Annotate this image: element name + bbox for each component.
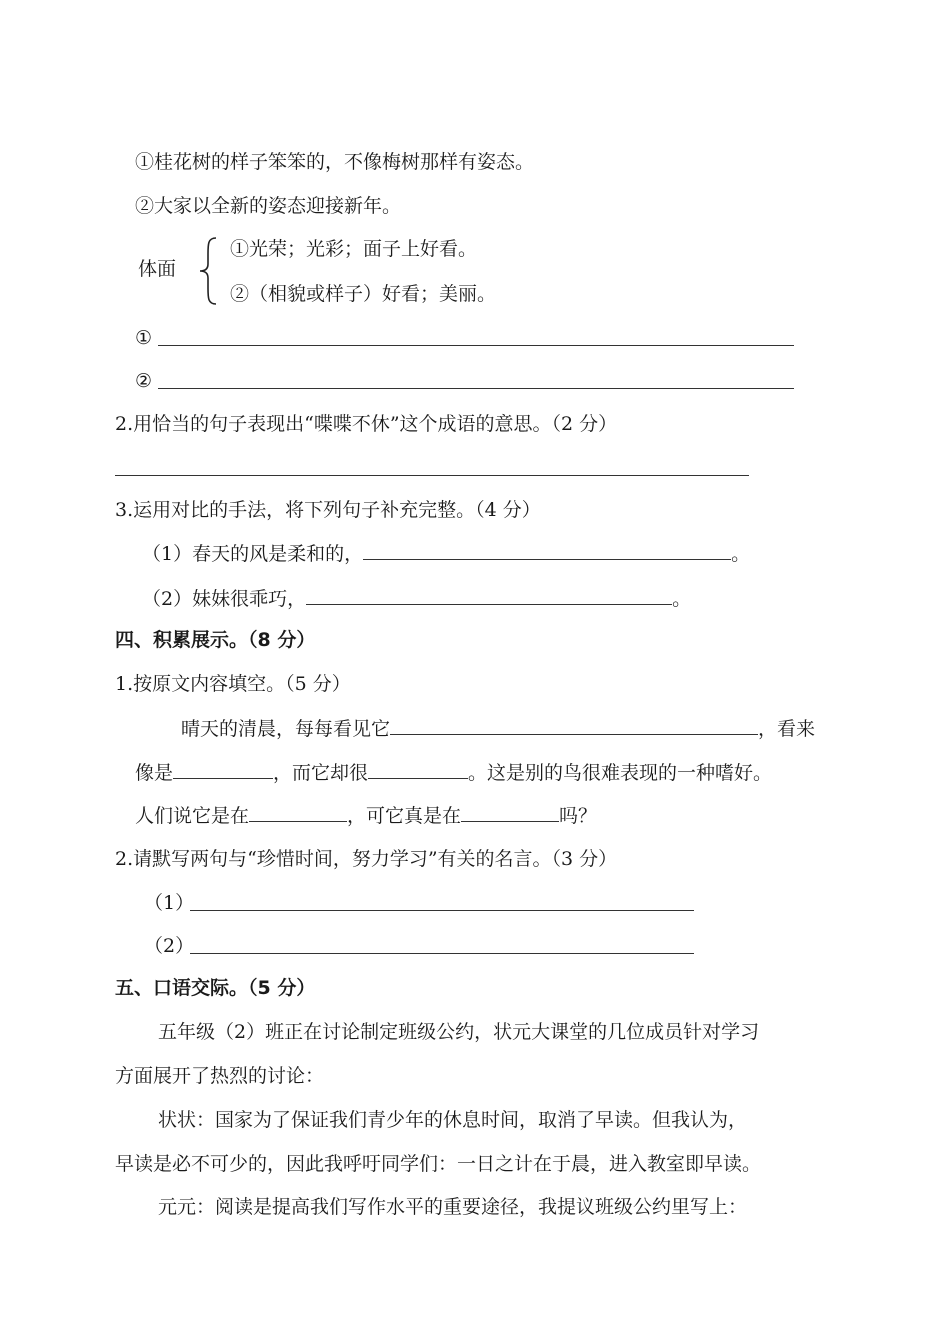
quote-label-1: （1）	[144, 892, 195, 914]
example-sentence-1: ①桂花树的样子笨笨的，不像梅树那样有姿态。	[135, 151, 535, 173]
blank-3-1[interactable]	[363, 541, 731, 560]
quote-line-1[interactable]	[190, 910, 694, 911]
term-timian: 体面	[138, 258, 177, 280]
quote-label-2: （2）	[144, 935, 195, 957]
paragraph-1-line-2: 方面展开了热烈的讨论：	[115, 1065, 325, 1087]
blank-4-4[interactable]	[249, 803, 347, 822]
question-3-title: 3.运用对比的手法，将下列句子补充完整。（4 分）	[115, 499, 541, 521]
blank-4-2[interactable]	[173, 760, 273, 779]
blank-3-2[interactable]	[306, 586, 672, 605]
fill-line-2: 像是 ，而它却很 。这是别的鸟很难表现的一种嗜好。	[135, 762, 773, 784]
blank-4-5[interactable]	[461, 803, 559, 822]
answer-mark-1: ①	[135, 327, 153, 349]
curly-brace-icon	[198, 236, 220, 306]
blank-4-1[interactable]	[390, 716, 758, 735]
answer-mark-2: ②	[135, 370, 153, 392]
question-2-title: 2.用恰当的句子表现出“喋喋不休”这个成语的意思。（2 分）	[115, 413, 618, 435]
fill-line-1: 晴天的清晨，每每看见它 ，看来	[181, 718, 816, 740]
fill-line-3: 人们说它是在 ，可它真是在 吗？	[135, 805, 598, 827]
paragraph-3-line-1: 元元：阅读是提高我们写作水平的重要途径，我提议班级公约里写上：	[158, 1196, 748, 1218]
section-5-heading: 五、口语交际。（5 分）	[115, 977, 316, 999]
answer-line-2[interactable]	[158, 388, 794, 389]
quote-line-2[interactable]	[190, 953, 694, 954]
section-4-heading: 四、积累展示。（8 分）	[115, 629, 316, 651]
paragraph-1-line-1: 五年级（2）班正在讨论制定班级公约，状元大课堂的几位成员针对学习	[158, 1021, 760, 1043]
part4-question-1-title: 1.按原文内容填空。（5 分）	[115, 673, 351, 695]
paragraph-2-line-1: 状状：国家为了保证我们青少年的休息时间，取消了早读。但我认为，	[158, 1109, 748, 1131]
question-3-sentence-1: （1）春天的风是柔和的， 。	[142, 543, 751, 565]
question-2-answer-line[interactable]	[115, 475, 749, 476]
example-sentence-2: ②大家以全新的姿态迎接新年。	[135, 195, 402, 217]
timian-meaning-2: ②（相貌或样子）好看；美丽。	[230, 283, 497, 305]
timian-meaning-1: ①光荣；光彩；面子上好看。	[230, 238, 478, 260]
question-3-sentence-2: （2）妹妹很乖巧， 。	[142, 588, 692, 610]
part4-question-2-title: 2.请默写两句与“珍惜时间，努力学习”有关的名言。（3 分）	[115, 848, 618, 870]
paragraph-2-line-2: 早读是必不可少的，因此我呼吁同学们：一日之计在于晨，进入教室即早读。	[115, 1153, 762, 1175]
blank-4-3[interactable]	[368, 760, 468, 779]
answer-line-1[interactable]	[158, 345, 794, 346]
